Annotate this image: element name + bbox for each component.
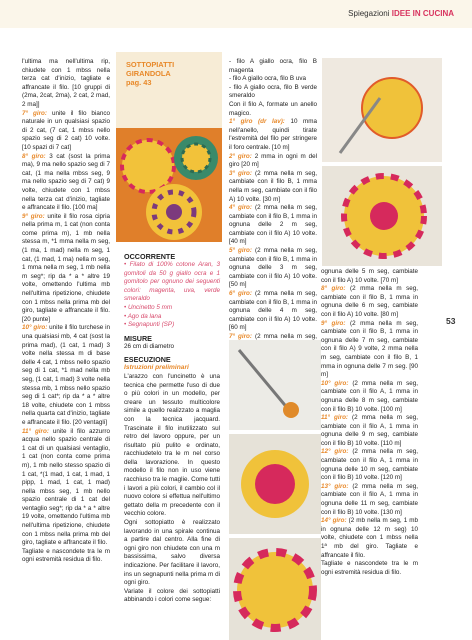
paragraph-text: unite il filo turchese in una qualsiasi mb, 4 cat (sost la prima mad), (1 cat, 1 mad) 3 volte nella stessa m di base delle 4 cat, 1 mbss nello spazio seg di 1 cat, *1 mad nella mb seg, (1 cat, 1 mad) 3 volte nella stessa mb, 1 mbss nello spazio seg di 1 cat*; rip da * a * altre 18 volte, chiudete con 1 mbss nella quarta cat d'inizio, tagliate e affrancate il filo. [20 ventagli] bbox=[22, 324, 110, 426]
paragraph-text: (2 mma nella m seg, cambiate con il filo B, 1 mma in ognuna delle 2 m seg, cambiate con il filo A) 10 volte. [40 m] bbox=[229, 204, 317, 246]
bullet-icon: • bbox=[124, 321, 128, 329]
paragraph-text: (2 mma nella m seg, cambiate con il filo A, 1 mma in ognuna delle 10 m seg, cambiate con il filo B) 10 volte. [120 m] bbox=[321, 448, 418, 482]
paragraph bbox=[321, 483, 418, 517]
bullet-icon: • bbox=[124, 261, 130, 268]
paragraph: Variate il colore dei sottopiatti abbinando i colori come segue: bbox=[124, 587, 220, 604]
paragraph-text: - filo A giallo ocra, filo B uva bbox=[229, 75, 307, 83]
round-label: 13° giro: bbox=[321, 482, 349, 490]
paragraph bbox=[229, 204, 317, 247]
step-photos-top bbox=[322, 58, 442, 268]
round-label: 11° giro: bbox=[22, 427, 49, 435]
paragraph bbox=[321, 380, 418, 414]
step-photo bbox=[229, 434, 321, 534]
paragraph-text: (2 mma nella m seg, bbox=[254, 333, 317, 340]
istruzioni-title: Istruzioni preliminari bbox=[124, 364, 189, 372]
paragraph-text: (2 mma nella m seg, cambiate con il filo B, 1 mma nella m seg, cambiate con il filo A) 10 volte. [30 m] bbox=[229, 169, 317, 203]
paragraph bbox=[321, 560, 418, 577]
paragraph bbox=[229, 101, 317, 118]
paragraph-text: (2 mma nella m seg, cambiate con il filo A, 1 mma in ognuna delle 9 m seg, cambiate con il filo B) 10 volte. [110 m] bbox=[321, 414, 418, 447]
paragraph bbox=[229, 118, 317, 152]
header-section-label: Spiegazioni bbox=[348, 9, 390, 18]
page-number: 53 bbox=[446, 316, 456, 326]
paragraph-text: (2 mma nella m seg, cambiate con il filo B, 1 mma in ognuna delle 7 m seg, cambiate con il filo A) 9 volte, 2 mma nella m seg, cambiate con il filo B, 1 mma in ognuna delle 7 m seg. [90 m] bbox=[321, 319, 418, 379]
paragraph-text: 3 cat (sost la prima ma), 9 ma nello spazio seg di 7 cat, (1 ma nella mbss seg, 9 ma nello spazio seg di 7 cat) 9 volte, chiudete con 1 mbss nella terza cat d'inizio, tagliate e affrancate il filo. [100 ma] bbox=[22, 152, 110, 212]
occorrente-item-text: Uncinetto 5 mm bbox=[127, 303, 173, 311]
occorrente-item bbox=[124, 304, 220, 313]
round-label: 8° giro: bbox=[22, 152, 46, 160]
round-label: 7° giro: bbox=[229, 333, 252, 340]
paragraph bbox=[229, 58, 317, 75]
occorrente-list bbox=[124, 261, 220, 330]
paragraph-text: (2 mma nella m seg, cambiate con il filo B, 1 mma in ognuna delle 4 m seg, cambiate con il filo A) 10 volte. [60 m] bbox=[229, 290, 317, 332]
paragraph bbox=[321, 448, 418, 482]
paragraph bbox=[22, 213, 110, 325]
header-title: IDEE IN CUCINA bbox=[391, 9, 454, 18]
round-label: 6° giro: bbox=[229, 290, 252, 298]
round-label: 3° giro: bbox=[229, 169, 252, 177]
paragraph-text: 10 mma nell'anello, quindi tirate l'estremità del filo per stringere il foro centrale. [10 m] bbox=[229, 118, 317, 151]
page-header bbox=[0, 0, 472, 28]
paragraph bbox=[229, 153, 317, 170]
paragraph-text: unite il filo rosa cipria nella prima m, 1 cat (non conta come prima m), 1 mb nella stessa m, *1 mma nella m seg, (1 ma, 1 mad) nella m seg, 1 cat, (1 mad, 1 ma) nella m seg, 1 mma nella m seg, 1 mb nella m seg*; rip da * a * altre 19 volte, omettendo l'ultima mb nell'ultima ripetizione, chiudete con 1 mbss nella prima mb del giro, tagliate e affrancate il filo. [20 punte] bbox=[22, 212, 111, 323]
step-photo bbox=[322, 166, 442, 266]
step-photo bbox=[322, 58, 442, 162]
paragraph-text: l'ultima ma nell'ultima rip, chiudete con 1 mbss nella terza cat d'inizio, tagliate e affrancate il filo. [10 gruppi di (2ma, 2cat, 2ma), 2 cat, 2 mad, 2 ma]] bbox=[22, 58, 110, 108]
paragraph bbox=[22, 153, 110, 213]
paragraph-text: unite il filo bianco naturale in un qualsiasi spazio di 2 cat, (7 cat, 1 mbss nello spazio seg di 2 cat) 10 volte. [10 spazi di 7 cat] bbox=[22, 109, 110, 151]
pattern-title-line1: SOTTOPIATTI bbox=[126, 60, 175, 69]
bullet-icon: • bbox=[124, 303, 128, 311]
occorrente-item-text: Ago da lana bbox=[127, 312, 162, 320]
round-label: 10° giro: bbox=[22, 324, 48, 332]
column-2 bbox=[124, 248, 220, 605]
step-photos-bottom bbox=[229, 340, 321, 640]
paragraph bbox=[22, 58, 110, 110]
pattern-title-line2: GIRANDOLA bbox=[126, 69, 171, 78]
occorrente-item bbox=[124, 313, 220, 322]
round-label: 12° giro: bbox=[321, 448, 349, 456]
paragraph bbox=[229, 290, 317, 333]
column-3 bbox=[229, 58, 317, 350]
paragraph-text: unite il filo azzurro acqua nello spazio centrale di 1 cat di un qualsiasi ventaglio, 1 cat (non conta come prima m), 1 mb nello stesso spazio di 1 cat, *(1 mad, 1 cat, 1 mad, 1 pipp, 1 mad, 1 cat, 1 mad) nella mbss seg, 1 mb nello spazio centrale di 1 cat del ventaglio seg*; rip da * a * altre 19 volte, omettendo l'ultima mb nell'ultima ripetizione, chiudete con 1 mbss nella prima mb del giro, tagliate e affrancate il filo. bbox=[22, 427, 110, 547]
round-label: 9° giro: bbox=[22, 212, 45, 220]
paragraph bbox=[22, 110, 110, 153]
paragraph-text: - filo A giallo ocra, filo B magenta bbox=[229, 58, 317, 74]
round-label: 11° giro: bbox=[321, 414, 349, 422]
misure-title: MISURE bbox=[124, 333, 152, 343]
column-4 bbox=[321, 268, 418, 577]
paragraph bbox=[229, 75, 317, 84]
coasters-photo bbox=[116, 128, 222, 242]
occorrente-item bbox=[124, 261, 220, 304]
istruzioni-text bbox=[124, 373, 220, 605]
round-label: 9° giro: bbox=[321, 319, 346, 327]
pattern-title-box bbox=[116, 52, 222, 128]
step-photo bbox=[229, 538, 321, 640]
misure-text: 26 cm di diametro bbox=[124, 342, 175, 350]
occorrente-item bbox=[124, 321, 220, 330]
paragraph bbox=[22, 324, 110, 427]
round-label: 4° giro: bbox=[229, 204, 252, 212]
occorrente-item-text: Segnapunti (SP) bbox=[127, 321, 175, 329]
esecuzione-title: ESECUZIONE bbox=[124, 355, 171, 365]
paragraph bbox=[321, 414, 418, 448]
paragraph: L'arazzo con l'uncinetto è una tecnica che permette l'uso di due o più colori in un modello, per creare un tessuto multicolore simile a quello realizzato a maglia con la tecnica jacquard. Trascinate il filo inutilizzato sul retro del lavoro oppure, per un risultato più pulito e ordinato, racchiudetelo tra le m nel corso della lavorazione. In questo modello il filo non in uso viene racchiuso tra le maglie. Come tutti i lavori a più colori, il cambio col il nuovo colore si effettua nell'ultimo gettato della m precedente con il vecchio colore. bbox=[124, 372, 220, 518]
paragraph bbox=[229, 170, 317, 204]
paragraph-text: - filo A giallo ocra, filo B verde smeraldo bbox=[229, 83, 317, 100]
paragraph bbox=[321, 285, 418, 319]
paragraph-text: Tagliate e nascondete tra le m ogni estremità residua di filo. bbox=[22, 547, 110, 564]
paragraph bbox=[321, 320, 418, 380]
paragraph bbox=[229, 247, 317, 290]
paragraph bbox=[321, 517, 418, 560]
paragraph bbox=[229, 84, 317, 101]
paragraph bbox=[22, 428, 110, 548]
paragraph-text: 2 mma in ogni m del giro [20 m] bbox=[229, 152, 317, 169]
round-label: 1° giro (dr lav): bbox=[229, 118, 285, 126]
round-label: 10° giro: bbox=[321, 379, 349, 387]
paragraph-text: (2 mma nella m seg, cambiate con il filo A, 1 mma in ognuna delle 11 m seg, cambiate con il filo B) 10 volte. [130 m] bbox=[321, 482, 418, 516]
round-label: 7° giro: bbox=[22, 109, 47, 117]
bullet-icon: • bbox=[124, 312, 128, 320]
paragraph-text: (2 mma nella m seg, cambiate con il filo A, 1 mma in ognuna delle 8 m seg, cambiate con il filo B) 10 volte. [100 m] bbox=[321, 379, 418, 413]
paragraph-text: ognuna delle 5 m seg, cambiate con il filo A) 10 volte. [70 m] bbox=[321, 268, 418, 284]
header-section bbox=[348, 9, 454, 18]
round-label: 5° giro: bbox=[229, 247, 252, 255]
paragraph bbox=[321, 268, 418, 285]
paragraph: Ogni sottopiatto è realizzato lavorando in una spirale continua a partire dal centro. Alla fine di ogni giro non chiudete con una m bassissima, salvo diversa indicazione. Per facilitare il lavoro, ins un segnapunti nella prima m di ogni giro. bbox=[124, 519, 220, 587]
round-label: 2° giro: bbox=[229, 152, 252, 160]
paragraph-text: (2 mb nella m seg, 1 mb in ognuna delle 12 m seg) 10 volte, chiudete con 1 mbss nella 1ª mb del giro. Tagliate e affrancate il filo. bbox=[321, 517, 419, 559]
occorrente-item-text: Filato di 100% cotone Aran, 3 gomitoli da 50 g giallo ocra e 1 gomitolo per ognuno dei seguenti colori: magenta, uva, verde smeraldo bbox=[124, 261, 220, 303]
pattern-page-ref: pag. 43 bbox=[126, 78, 152, 87]
paragraph-text: Tagliate e nascondete tra le m ogni estremità residua di filo. bbox=[321, 560, 418, 576]
step-photo bbox=[229, 340, 321, 430]
paragraph bbox=[22, 548, 110, 565]
paragraph-text: (2 mma nella m seg, cambiate con il filo B, 1 mma in ognuna delle 3 m seg, cambiate con il filo A) 10 volte. [50 m] bbox=[229, 247, 317, 289]
paragraph-text: Con il filo A, formate un anello magico. bbox=[229, 100, 317, 117]
round-label: 14° giro: bbox=[321, 517, 347, 525]
round-label: 8° giro: bbox=[321, 285, 346, 293]
occorrente-title: OCCORRENTE bbox=[124, 252, 176, 261]
column-1 bbox=[22, 58, 110, 565]
paragraph-text: (2 mma nella m seg, cambiate con il filo B, 1 mma in ognuna delle 6 m seg, cambiate con il filo A) 10 volte. [80 m] bbox=[321, 285, 418, 318]
